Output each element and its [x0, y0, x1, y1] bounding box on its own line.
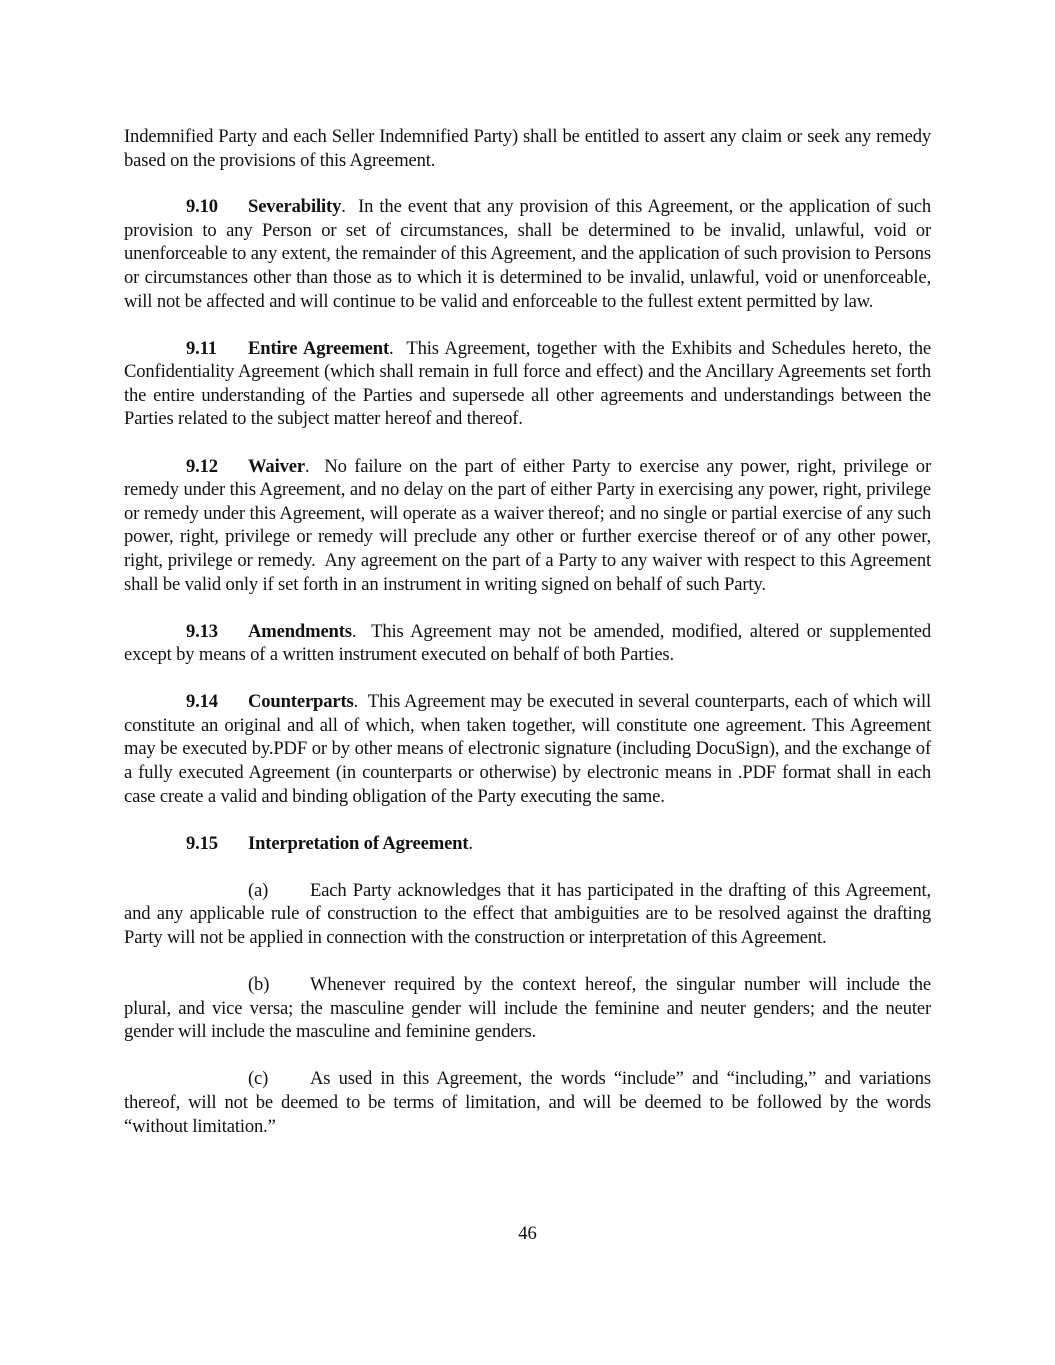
subclause-text: As used in this Agreement, the words “include” and “including,” and variations thereof, will not be deemed to be terms of limitation, and will be deemed to be followed by the words “without limitation.”: [124, 1068, 931, 1137]
section-title: Entire Agreement: [248, 337, 390, 359]
section-9-11: [124, 337, 936, 431]
subclause-b: [124, 973, 931, 1044]
subclause-c: [124, 1067, 931, 1138]
section-9-15: [124, 832, 931, 856]
section-number: 9.11: [186, 337, 217, 359]
section-title: Interpretation of Agreement: [248, 832, 469, 854]
section-9-14: [124, 690, 936, 808]
section-number: 9.13: [186, 620, 218, 642]
section-title-punct: .: [351, 620, 357, 642]
section-title: Amendments: [248, 620, 352, 642]
subclause-label: (a): [248, 879, 269, 901]
subclause-label: (c): [248, 1068, 269, 1090]
section-title: Severability: [248, 196, 342, 218]
document-page: [124, 125, 936, 1162]
subclause-label: (b): [248, 974, 270, 996]
section-body: In the event that any provision of this Agreement, or the application of such provision to any Person or set of circumstances, shall be determined to be invalid, unlawful, void or unenforceable to any extent, the remainder of this Agreement, and the application of such provision to Persons or circumstances other than those as to which it is determined to be invalid, unlawful, void or unenforceable, will not be affected and will continue to be valid and enforceable to the fullest extent permitted by law.: [124, 196, 936, 312]
section-body: No failure on the part of either Party to exercise any power, right, privilege or remedy under this Agreement, and no delay on the part of either Party in exercising any power, right, privilege or remedy under this Agreement, will operate as a waiver thereof; and no single or partial exercise of any such power, right, privilege or remedy will preclude any other or further exercise thereof or of any other power, right, privilege or remedy. Any agreement on the part of a Party to any waiver with respect to this Agreement shall be valid only if set forth in an instrument in writing signed on behalf of such Party.: [124, 455, 936, 595]
section-title-punct: .: [389, 337, 394, 359]
continuation-paragraph: Indemnified Party and each Seller Indemnified Party) shall be entitled to assert any claim or seek any remedy based on the provisions of this Agreement.: [124, 126, 931, 171]
section-9-10: [124, 195, 936, 313]
subclause-text: Each Party acknowledges that it has participated in the drafting of this Agreement, and any applicable rule of construction to the effect that ambiguities are to be resolved against the drafting Party will not be applied in connection with the construction or interpretation of this Agreement.: [124, 879, 931, 949]
subclause-text: Whenever required by the context hereof, the singular number will include the plural, and vice versa; the masculine gender will include the feminine and neuter genders; and the neuter gender will include the masculine and feminine genders.: [124, 974, 931, 1043]
section-title-punct: .: [353, 691, 359, 713]
section-number: 9.15: [186, 832, 218, 854]
section-number: 9.12: [186, 455, 218, 477]
section-9-13: [124, 620, 936, 667]
section-number: 9.14: [186, 691, 218, 713]
section-title-punct: .: [468, 832, 473, 854]
section-number: 9.10: [186, 196, 218, 218]
section-body: This Agreement may not be amended, modified, altered or supplemented except by means of a written instrument executed on behalf of both Parties.: [124, 620, 936, 666]
section-title-punct: .: [341, 196, 346, 218]
section-title-punct: .: [304, 455, 310, 477]
section-body: This Agreement, together with the Exhibits and Schedules hereto, the Confidentiality Agreement (which shall remain in full force and effect) and the Ancillary Agreements set forth the entire understanding of the Parties and supersede all other agreements and understandings between the Parties related to the subject matter hereof and thereof.: [124, 337, 936, 430]
section-title: Counterparts: [248, 691, 354, 713]
subclause-a: [124, 879, 931, 950]
section-9-12: [124, 455, 936, 597]
section-body: This Agreement may be executed in several counterparts, each of which will constitute an original and all of which, when taken together, will constitute one agreement. This Agreement may be executed by.PDF or by other means of electronic signature (including DocuSign), and the exchange of a fully executed Agreement (in counterparts or otherwise) by electronic means in .PDF format shall in each case create a valid and binding obligation of the Party executing the same.: [124, 691, 936, 807]
page-number: 46: [518, 1223, 537, 1244]
section-title: Waiver: [248, 455, 305, 477]
